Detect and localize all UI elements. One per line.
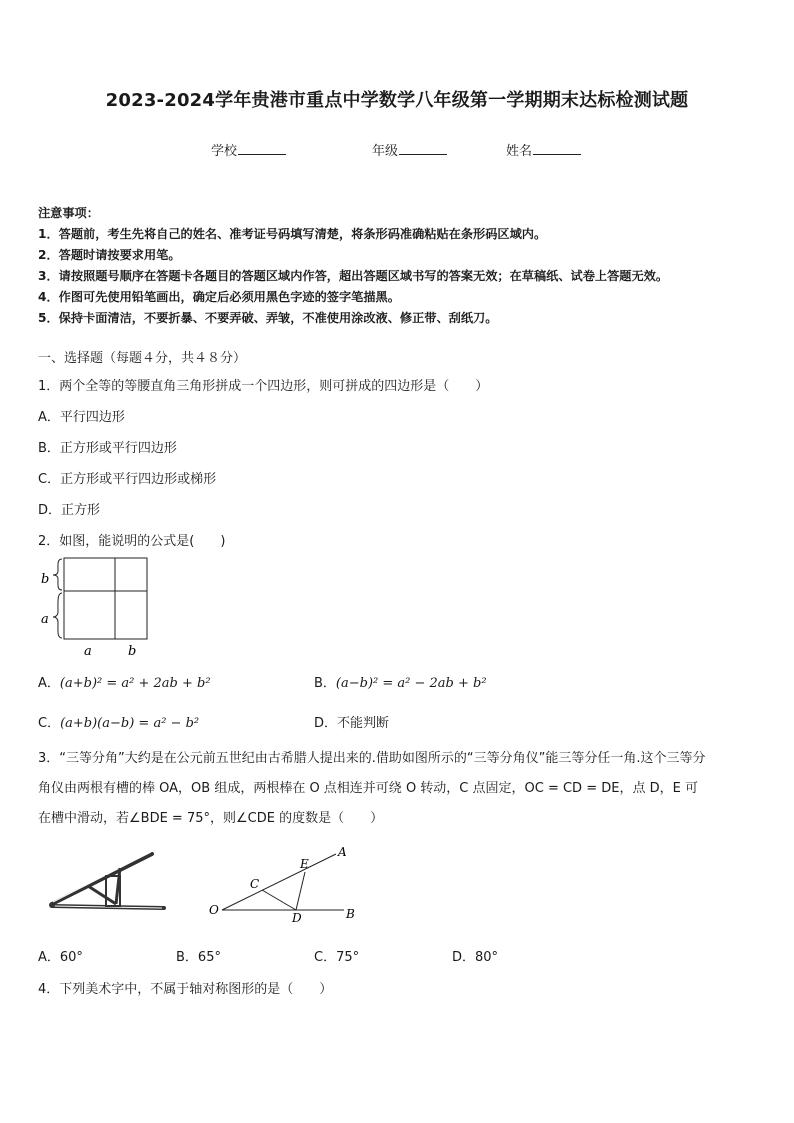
fig-label-a-bottom: a [84, 644, 92, 659]
q1-option-c[interactable]: C．正方形或平行四边形或梯形 [38, 472, 217, 487]
q2-square-figure [36, 553, 156, 661]
point-label-e: E [300, 857, 309, 871]
q2-option-b-formula: (a−b)² = a² − 2ab + b² [335, 676, 487, 691]
name-label: 姓名 [506, 144, 533, 159]
q3-option-c[interactable]: C．75° [314, 950, 360, 965]
note-item: 1．答题前，考生先将自己的姓名、准考证号码填写清楚，将条形码准确粘贴在条形码区域内。 [38, 227, 547, 241]
ray-oa [222, 854, 336, 910]
q3-line-1: 3．“三等分角”大约是在公元前五世纪由古希腊人提出来的.借助如图所示的“三等分角仪”能三等分任一角.这个三等分 [38, 751, 706, 766]
device-pivot [49, 902, 55, 908]
point-label-c: C [250, 877, 260, 891]
q3-line-2: 角仪由两根有槽的棒 OA，OB 组成，两根棒在 O 点相连并可绕 O 转动，C 点固定，OC = CD = DE，点 D，E 可 [38, 781, 698, 796]
segment-cd [262, 890, 296, 910]
name-blank[interactable] [533, 142, 581, 155]
q2-option-c[interactable] [38, 712, 199, 731]
question-1-stem: 1．两个全等的等腰直角三角形拼成一个四边形，则可拼成的四边形是（ ） [38, 379, 489, 394]
q1-option-b[interactable]: B．正方形或平行四边形 [38, 441, 177, 456]
note-item: 4．作图可先使用铅笔画出，确定后必须用黑色字迹的签字笔描黑。 [38, 290, 400, 304]
q2-option-d[interactable]: D．不能判断 [314, 716, 390, 731]
q2-option-a-formula: (a+b)² = a² + 2ab + b² [59, 676, 211, 691]
q2-option-a[interactable] [38, 672, 211, 691]
q1-option-d[interactable]: D．正方形 [38, 503, 101, 518]
q3-geometry-figure [204, 846, 364, 924]
q3-line-3: 在槽中滑动，若∠BDE = 75°，则∠CDE 的度数是（ ） [38, 811, 384, 826]
fig-label-b-left: b [41, 572, 50, 587]
segment-de [296, 872, 305, 910]
brace-b [53, 559, 62, 590]
point-label-d: D [292, 911, 302, 924]
notes-block [38, 203, 668, 329]
point-label-a: A [338, 846, 347, 859]
section-heading: 一、选择题（每题４分，共４８分） [38, 351, 247, 366]
q1-option-a[interactable]: A．平行四边形 [38, 410, 125, 425]
grade-blank[interactable] [399, 142, 447, 155]
grade-field[interactable] [372, 140, 447, 159]
grade-label: 年级 [372, 144, 399, 159]
q3-option-d[interactable]: D．80° [452, 950, 499, 965]
brace-a [53, 593, 62, 638]
school-blank[interactable] [238, 142, 286, 155]
trisector-device-illustration [46, 846, 166, 918]
page-title: 2023-2024学年贵港市重点中学数学八年级第一学期期末达标检测试题 [105, 90, 689, 111]
q2-option-c-prefix: C． [38, 716, 61, 731]
fig-label-b-bottom: b [128, 644, 137, 659]
q2-option-a-prefix: A． [38, 676, 60, 691]
q2-option-c-formula: (a+b)(a−b) = a² − b² [60, 716, 200, 731]
name-field[interactable] [506, 140, 581, 159]
question-2-stem: 2．如图，能说明的公式是( ) [38, 534, 226, 549]
device-link-cd [88, 886, 116, 904]
note-item: 3．请按照题号顺序在答题卡各题目的答题区域内作答，超出答题区域书写的答案无效；在草稿纸、试卷上答题无效。 [38, 269, 669, 283]
question-4-stem: 4．下列美术字中，不属于轴对称图形的是（ ） [38, 982, 333, 997]
question-3-stem [38, 744, 754, 834]
q2-option-b-prefix: B． [314, 676, 336, 691]
point-label-b: B [346, 907, 355, 921]
fig-label-a-left: a [41, 612, 49, 627]
note-item: 5．保持卡面清洁，不要折暴、不要弄破、弄皱，不准使用涂改液、修正带、刮纸刀。 [38, 311, 498, 325]
outer-square [64, 558, 147, 639]
q3-option-b[interactable]: B．65° [176, 950, 221, 965]
note-item: 2．答题时请按要求用笔。 [38, 248, 181, 262]
notes-heading: 注意事项： [38, 206, 99, 220]
school-field[interactable] [211, 140, 286, 159]
point-label-o: O [209, 903, 219, 917]
q3-option-a[interactable]: A．60° [38, 950, 83, 965]
q2-option-b[interactable] [314, 672, 487, 691]
school-label: 学校 [211, 144, 238, 159]
